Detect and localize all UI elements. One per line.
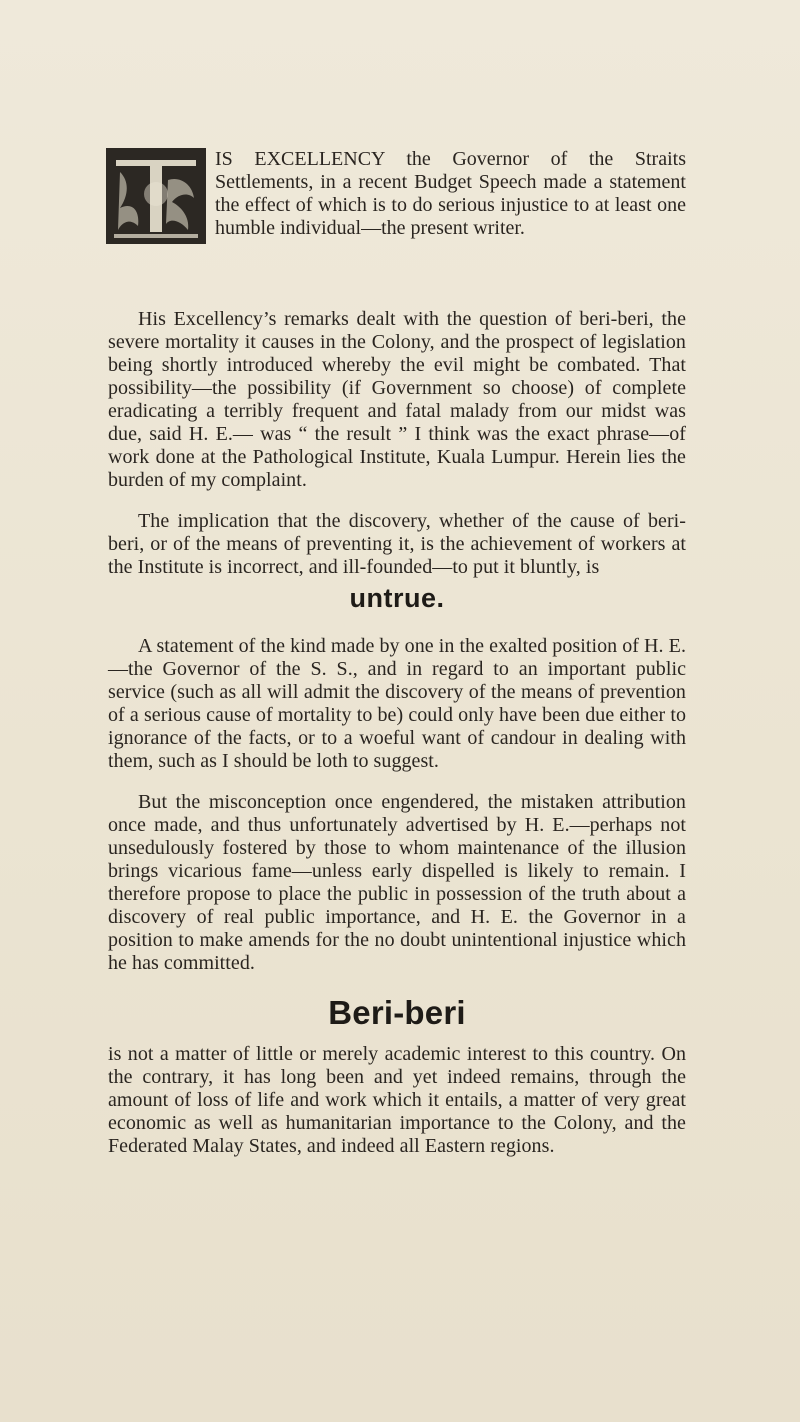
paragraph-5: is not a matter of little or merely academic interest to this country. On the contrary, it has long been and yet indeed remains, through the amount of loss of life and work which it entails, a matter of very great economic as well as humanitarian importance to the Colony, and the Federated Malay States, and indeed all Eastern regions. [108,1043,686,1157]
paragraph-3: A statement of the kind made by one in the exalted position of H. E.—the Governor of the S. S., and in regard to an important public service (such as all will admit the discovery of the means of prevention of a serious cause of mortality to be) could only have been due either to ignorance of the facts, or to a woeful want of candour in dealing with them, such as I should be loth to suggest. [108,635,686,772]
heading-beri-beri: Beri-beri [328,994,466,1031]
intro-text: IS EXCELLENCY the Governor of the Straits Settlements, in a recent Budget Speech made a statement the effect of which is to do serious injustice to at least one humble individual—the present writer. [215,148,686,239]
heading-untrue: untrue. [349,583,445,613]
intro-paragraph [108,148,686,256]
paragraph-4: But the misconception once engendered, the mistaken attribution once made, and thus unfortunately advertised by H. E.—perhaps not unsedulously fostered by those to whom maintenance of the illusion brings vicarious fame—unless early dispelled is likely to remain. I therefore propose to place the public in possession of the truth about a discovery of real public importance, and H. E. the Governor in a position to make amends for the no doubt unintentional injustice which he has committed. [108,791,686,974]
intro-block [108,148,686,308]
article-column [108,148,686,1158]
paragraph-2: The implication that the discovery, whether of the cause of beri-beri, or of the means of preventing it, is the achievement of workers at the Institute is incorrect, and ill-founded—to put it bluntly, is [108,510,686,578]
paragraph-1: His Excellency’s remarks dealt with the question of beri-beri, the severe mortality it causes in the Colony, and the prospect of legislation being shortly introduced whereby the evil might be combated. That possibility—the possibility (if Government so choose) of complete eradicating a terribly frequent and fatal malady from our midst was due, said H. E.— was “ the result ” I think was the exact phrase—of work done at the Pathological Institute, Kuala Lumpur. Herein lies the burden of my complaint. [108,308,686,491]
